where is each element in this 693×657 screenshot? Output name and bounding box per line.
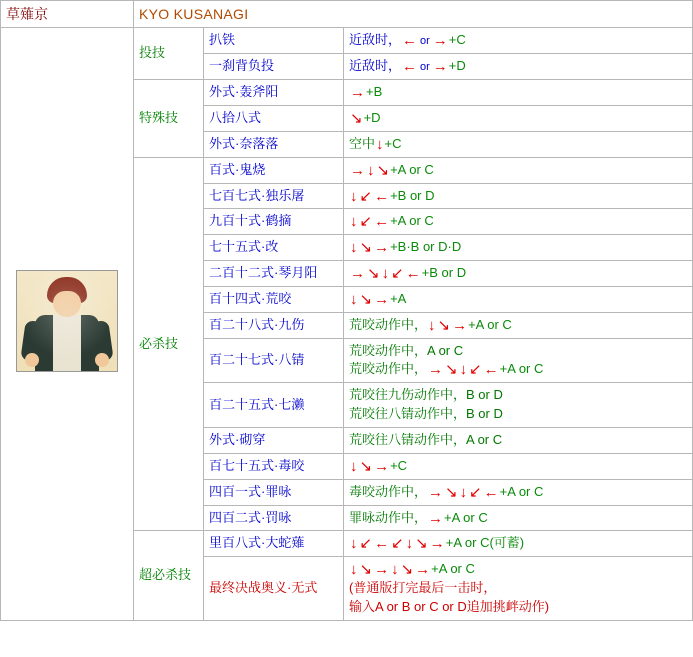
move-command: ↓ ↙ ←+B or D: [344, 183, 693, 209]
move-name: 外式·轰斧阳: [204, 80, 344, 106]
move-name: 二百十二式·琴月阳: [204, 261, 344, 287]
move-command: 毒咬动作中，→ ↘ ↓ ↙ ←+A or C: [344, 479, 693, 505]
move-command: 荒咬动作中，↓ ↘ →+A or C: [344, 312, 693, 338]
move-command: ↓ ↙ ←+A or C: [344, 209, 693, 235]
move-name: 九百十式·鹤摘: [204, 209, 344, 235]
category-super: 超必杀技: [134, 531, 204, 620]
move-name: 外式·砌穿: [204, 427, 344, 453]
move-command: 荒咬动作中，A or C 荒咬动作中，→ ↘ ↓ ↙ ←+A or C: [344, 338, 693, 383]
move-command: 近敌时，← or →+D: [344, 54, 693, 80]
move-name: 百二十七式·八锖: [204, 338, 344, 383]
move-command: ↓ ↘ →+A: [344, 286, 693, 312]
move-name: 八拾八式: [204, 106, 344, 132]
move-command: ↓ ↘ → ↓ ↘ →+A or C (普通版打完最后一击时， 输入A or B or C or D追加挑衅动作): [344, 557, 693, 621]
move-name: 百二十五式·七濑: [204, 383, 344, 428]
move-name: 百十四式·荒咬: [204, 286, 344, 312]
move-command: ↓ ↘ →+C: [344, 453, 693, 479]
move-name: 七十五式·改: [204, 235, 344, 261]
move-name: 七百七式·独乐屠: [204, 183, 344, 209]
move-command: → ↘ ↓ ↙ ←+B or D: [344, 261, 693, 287]
move-name: 百七十五式·毒咬: [204, 453, 344, 479]
move-name: 最终决战奥义·无式: [204, 557, 344, 621]
table-row: [1, 1, 693, 28]
move-name: 里百八式·大蛇薙: [204, 531, 344, 557]
character-name-en: KYO KUSANAGI: [134, 1, 693, 28]
move-name: 外式·奈落落: [204, 131, 344, 157]
move-name: 百式·鬼烧: [204, 157, 344, 183]
category-special: 必杀技: [134, 157, 204, 531]
move-name: 扒铁: [204, 28, 344, 54]
move-command: 荒咬往八锖动作中，A or C: [344, 427, 693, 453]
character-portrait-cell: [1, 28, 134, 620]
move-name: 百二十八式·九伤: [204, 312, 344, 338]
category-throw: 投技: [134, 28, 204, 80]
table-row: [1, 28, 693, 54]
move-command: ↘+D: [344, 106, 693, 132]
move-command: 罪咏动作中，→+A or C: [344, 505, 693, 531]
move-name: 四百一式·罪咏: [204, 479, 344, 505]
character-name-cn: 草薙京: [1, 1, 134, 28]
move-command: 空中↓+C: [344, 131, 693, 157]
move-command: → ↓ ↘+A or C: [344, 157, 693, 183]
move-name: 一刹背负投: [204, 54, 344, 80]
move-command: 近敌时，← or →+C: [344, 28, 693, 54]
category-special-normal: 特殊技: [134, 80, 204, 158]
move-command: 荒咬往九伤动作中，B or D 荒咬往八锖动作中，B or D: [344, 383, 693, 428]
move-command: →+B: [344, 80, 693, 106]
kyo-kusanagi-portrait-icon: [16, 270, 118, 372]
move-command: ↓ ↙ ← ↙ ↓ ↘ →+A or C(可蓄): [344, 531, 693, 557]
move-command: ↓ ↘ →+B·B or D·D: [344, 235, 693, 261]
move-name: 四百二式·罚咏: [204, 505, 344, 531]
